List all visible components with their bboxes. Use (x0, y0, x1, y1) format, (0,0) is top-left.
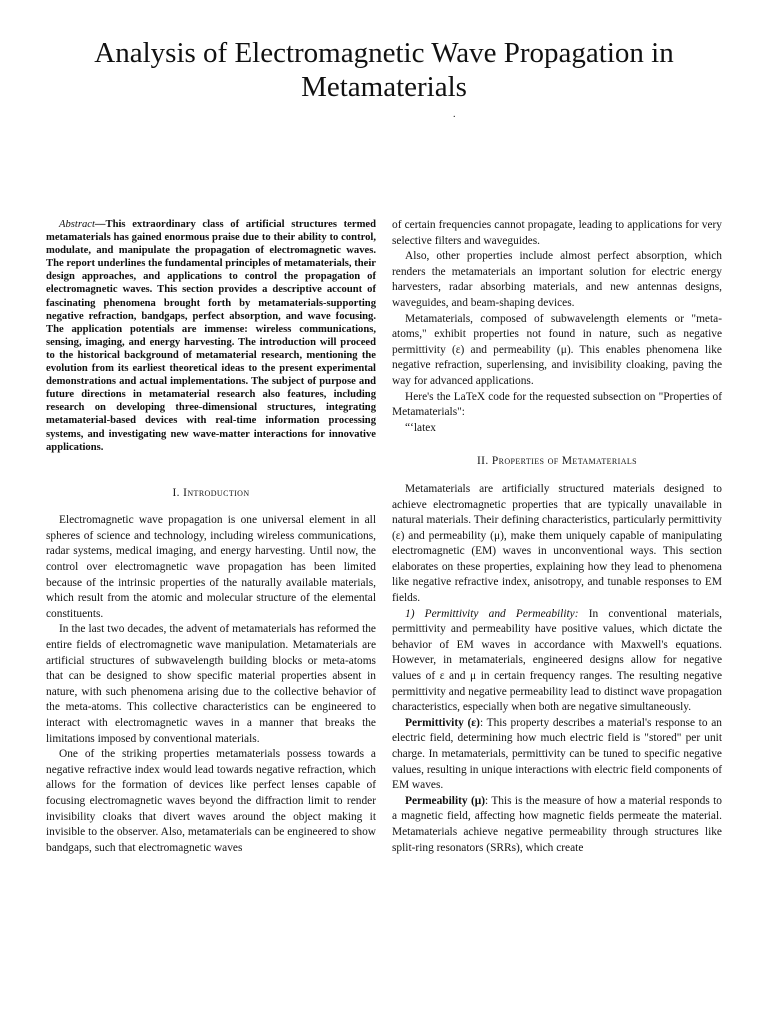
paragraph: Also, other properties include almost perfect absorption, which renders the metamaterials an important solution for electric energy harvesters, radar absorbing materials, and new antennas designs, waveguides, and beam-shaping devices. (392, 250, 722, 309)
paragraph: One of the striking properties metamaterials possess towards a negative refractive index would lead towards negative refraction, which allows for the formation of devices like perfect lenses capable of focusing electromagnetic waves beyond the diffraction limit to render invisibility cloaks that divert waves around the object making it invisible to the observer. Also, metamaterials can be engineered to show bandgaps, such that electromagnetic waves (46, 748, 376, 854)
paper-title: Analysis of Electromagnetic Wave Propagation in Metamaterials (94, 37, 674, 103)
section-heading-properties (392, 454, 722, 470)
permittivity-paragraph (392, 716, 722, 794)
section-title: Properties of Metamaterials (491, 455, 638, 468)
paragraph: In the last two decades, the advent of metamaterials has reformed the entire fields of electromagnetic wave manipulation. Metamaterials are artificial structures of subwavelength building blocks or meta-atoms that can be designed to show specific material properties absent in nature, with such phenomena arising due to the collective behavior of the meta-atoms. This collective characteristics can be engineered to interact with electromagnetic waves in a manner that breaks the limitations imposed by conventional materials. (46, 623, 376, 745)
abstract-text: This extraordinary class of artificial structures termed metamaterials has gained enormous praise due to their ability to control, modulate, and manipulate the propagation of electromagnetic waves. The report underlines the fundamental principles of metamaterials, their design approaches, and applications to control the propagation of electromagnetic waves. This section provides a descriptive account of fascinating phenomena brought forth by metamaterials-supporting negative refraction, bandgaps, perfect absorption, and wave focusing. The application potentials are immense: wireless communications, sensing, imaging, and energy harvesting. The introduction will proceed to the historical background of metamaterial research, mentioning the evolution from its earliest theoretical ideas to the present experimental demonstrations and actual implementations. The subject of purpose and future directions in metamaterial research also features, including research on developing three-dimensional structures, integrating metamaterial-based devices with real-time information processing systems, and investigating new wave-matter interactions for innovative applications. (46, 219, 376, 453)
permeability-paragraph (392, 794, 722, 856)
subsection-paragraph (392, 607, 722, 716)
paragraph: of certain frequencies cannot propagate, leading to applications for very selective filters and waveguides. (392, 219, 722, 247)
paragraph: Here's the LaTeX code for the requested subsection on "Properties of Metamaterials": (392, 390, 722, 419)
subsection-heading: 1) Permittivity and Permeability: (405, 607, 579, 620)
permeability-text: : This is the measure of how a material responds to a magnetic field, affecting how magnetic fields permeate the material. Metamaterials achieve negative permeability through structures like split-ring resonators (SRRs), which create (392, 794, 722, 854)
right-column (392, 218, 722, 856)
paragraph: Electromagnetic wave propagation is one universal element in all spheres of science and technology, including wireless communications, radar systems, medical imaging, and energy harvesting. Until now, the control over electromagnetic wave propagation has been limited because of the intrinsic properties of the naturally available materials, which result from the atomic and molecular structure of the elemental constituents. (46, 514, 376, 620)
author-placeholder: . (453, 109, 456, 120)
paragraph: Metamaterials, composed of subwavelength elements or "meta-atoms," exhibit properties not found in nature, such as negative permittivity (ε) and permeability (μ). This enables phenomena like negative refraction, superlensing, and invisibility cloaking, paving the way for advanced applications. (392, 312, 722, 387)
left-column (46, 218, 376, 856)
permittivity-text: : This property describes a material's response to an electric field, determining how much electric field is "stored" per unit charge. In metamaterials, permittivity can be tuned to specific negative values, resulting in unique interactions with electric field components of EM waves. (392, 716, 722, 792)
section-heading-introduction (46, 486, 376, 502)
abstract (46, 218, 376, 454)
section-number: II. (476, 455, 489, 468)
permeability-label: Permeability (μ) (405, 794, 486, 807)
permittivity-label: Permittivity (ε) (405, 716, 480, 729)
abstract-dash: — (94, 219, 106, 230)
section-title: Introduction (183, 486, 250, 499)
abstract-label: Abstract (59, 219, 95, 230)
code-fence-text: “‘latex (405, 421, 436, 434)
section-number: I. (172, 486, 180, 499)
subsection-text: In conventional materials, permittivity and permeability have positive values, which dictate the behavior of EM waves in accordance with Maxwell's equations. However, in metamaterials, engineered designs allow for negative values of ε and μ in certain frequency ranges. The resulting negative permittivity and negative permeability lead to distinct wave propagation characteristics, especially when both are negative simultaneously. (392, 607, 722, 714)
paragraph: Metamaterials are artificially structured materials designed to achieve electromagnetic properties that are typically unavailable in natural materials. Their defining characteristics, particularly permittivity (ε) and permeability (μ), make them uniquely capable of manipulating electromagnetic (EM) waves in unconventional ways. This section elaborates on these properties, explaining how they lead to phenomena like negative refractive index, anisotropy, and tunable responses to EM fields. (392, 482, 722, 605)
